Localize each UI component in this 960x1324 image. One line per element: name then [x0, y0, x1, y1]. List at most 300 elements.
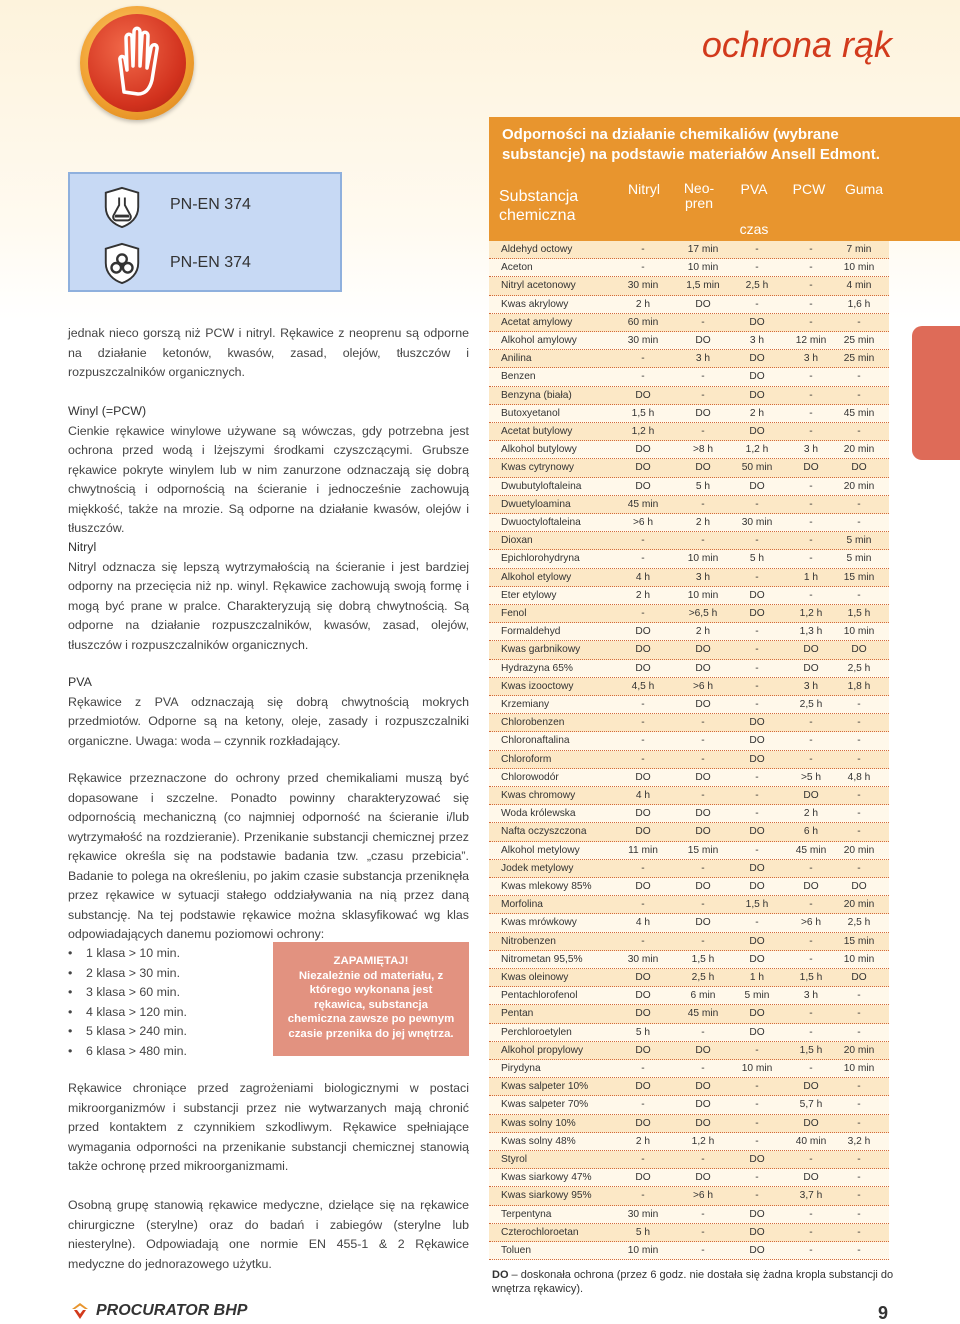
table-cell: - — [857, 1245, 861, 1256]
table-cell: - — [857, 1226, 861, 1238]
table-cell: DO — [749, 1008, 765, 1020]
table-cell: - — [857, 717, 861, 729]
chemical-classes-section — [68, 769, 469, 945]
substance-name: Kwas solny 10% — [501, 1117, 576, 1129]
substance-name: Alkohol etylowy — [501, 571, 572, 583]
table-cell: 4,8 h — [847, 771, 871, 783]
table-cell: - — [755, 1135, 759, 1147]
table-cell: - — [809, 953, 813, 965]
table-row — [489, 696, 889, 714]
table-cell: - — [755, 244, 759, 255]
table-cell: DO — [749, 862, 765, 874]
table-cell: >6 h — [692, 680, 714, 692]
table-cell: - — [755, 298, 759, 310]
table-cell: 30 min — [741, 517, 773, 528]
intro-text: jednak nieco gorszą niż PCW i nitryl. Rękawice z neoprenu są odporne na działanie ketonów, kwasów, zasad, olejów, tłuszczów i rozpuszczalników organicznych. — [68, 326, 469, 379]
substance-name: Terpentyna — [501, 1208, 552, 1220]
nitryl-text: Nitryl odznacza się lepszą wytrzymałością na ścieranie i jest bardziej odporny na przecięcia niż np. winyl. Rękawice zachowują swoją formę i mogą być prane w pralce. Charakteryzują się dobrą chwytnością. Są odporne na działanie rozpuszczalników, kwasów, zasad, olejów, tłuszczów i rozpuszczalników organicznych. — [68, 559, 469, 652]
table-cell: - — [857, 826, 861, 838]
page-title: ochrona rąk — [701, 24, 892, 65]
substance-name: Kwas akrylowy — [501, 298, 569, 310]
substance-name: Pentan — [501, 1008, 534, 1020]
list-item: • 5 klasa > 240 min. — [68, 1022, 187, 1042]
table-cell: - — [641, 717, 645, 729]
table-row — [489, 496, 889, 514]
table-cell: DO — [695, 335, 711, 346]
table-cell: 20 min — [843, 1044, 875, 1056]
table-cell: - — [701, 717, 705, 729]
table-cell: 2 h — [695, 626, 711, 638]
table-row — [489, 478, 889, 496]
table-cell: 4 h — [635, 790, 651, 801]
table-row — [489, 605, 889, 623]
table-cell: - — [809, 480, 813, 492]
protection-classes-list — [68, 944, 187, 1061]
table-cell: - — [755, 498, 759, 510]
table-cell: 20 min — [843, 444, 875, 456]
table-cell: DO — [749, 1245, 765, 1256]
table-cell: >6 h — [632, 517, 654, 528]
substance-name: Kwas siarkowy 95% — [501, 1190, 592, 1202]
table-row — [489, 860, 889, 878]
table-cell: - — [857, 389, 861, 401]
table-row — [489, 296, 889, 314]
table-cell: - — [701, 371, 705, 383]
table-cell: DO — [695, 808, 711, 820]
table-row — [489, 405, 889, 423]
table-cell: - — [857, 1081, 861, 1093]
table-cell: - — [809, 371, 813, 383]
table-cell: - — [809, 389, 813, 401]
substance-name: Dwuoctyloftaleina — [501, 517, 581, 528]
table-cell: 20 min — [843, 844, 875, 856]
table-cell: DO — [851, 881, 867, 892]
table-row — [489, 1151, 889, 1169]
table-cell: - — [755, 644, 759, 656]
table-row — [489, 587, 889, 605]
table-cell: - — [701, 899, 705, 911]
table-cell: 10 min — [687, 553, 719, 565]
table-cell: DO — [803, 1117, 819, 1129]
table-cell: - — [809, 426, 813, 437]
table-cell: - — [809, 1226, 813, 1238]
table-cell: - — [809, 316, 813, 328]
table-cell: DO — [749, 480, 765, 492]
table-cell: 45 min — [687, 1008, 719, 1020]
substance-name: Chloroform — [501, 753, 552, 765]
table-cell: DO — [635, 626, 651, 638]
table-cell: - — [641, 735, 645, 747]
table-cell: 1,5 min — [686, 280, 720, 292]
table-cell: DO — [635, 1081, 651, 1093]
table-row — [489, 1060, 889, 1078]
table-cell: DO — [635, 826, 651, 838]
substance-name: Kwas izooctowy — [501, 680, 574, 692]
table-cell: 45 min — [627, 498, 659, 510]
table-cell: - — [755, 808, 759, 820]
table-cell: - — [857, 790, 861, 801]
table-cell: - — [755, 771, 759, 783]
table-cell: - — [809, 517, 813, 528]
col-nitryl-header: Nitryl — [628, 181, 660, 197]
table-cell: 3 h — [803, 680, 819, 692]
table-cell: DO — [635, 1044, 651, 1056]
table-cell: 5 min — [744, 990, 770, 1002]
table-row — [489, 878, 889, 896]
standard-row-chemical — [70, 178, 344, 236]
table-cell: - — [701, 862, 705, 874]
substance-name: Formaldehyd — [501, 626, 561, 638]
table-cell: - — [641, 553, 645, 565]
list-item: • 2 klasa > 30 min. — [68, 964, 187, 984]
table-cell: DO — [635, 972, 651, 983]
table-cell: - — [755, 1117, 759, 1129]
table-cell: 2 h — [749, 407, 765, 419]
table-row — [489, 660, 889, 678]
table-cell: - — [641, 899, 645, 911]
table-cell: DO — [635, 1117, 651, 1129]
substance-name: Krzemiany — [501, 699, 550, 710]
substance-name: Dwuetyloamina — [501, 498, 571, 510]
table-cell: 60 min — [627, 316, 659, 328]
table-cell: DO — [749, 608, 765, 619]
table-cell: 5 min — [846, 535, 872, 547]
table-cell: 1,8 h — [847, 680, 871, 692]
table-row — [489, 678, 889, 696]
substance-name: Kwas siarkowy 47% — [501, 1172, 592, 1184]
table-cell: DO — [635, 1008, 651, 1020]
table-row — [489, 569, 889, 587]
table-cell: 4,5 h — [631, 680, 655, 692]
table-cell: 7 min — [846, 244, 872, 255]
substance-name: Kwas cytrynowy — [501, 462, 575, 474]
table-cell: 3,7 h — [799, 1190, 823, 1202]
remember-title: ZAPAMIĘTAJ! — [333, 955, 409, 967]
pva-heading: PVA — [68, 675, 92, 689]
table-cell: 3 h — [803, 444, 819, 456]
substance-name: Acetat amylowy — [501, 316, 573, 328]
table-cell: - — [755, 662, 759, 674]
table-cell: - — [857, 1190, 861, 1202]
table-cell: - — [809, 1063, 813, 1074]
page-number: 9 — [878, 1303, 889, 1323]
hand-protection-logo — [80, 6, 194, 120]
table-cell: - — [857, 1099, 861, 1111]
chemical-classes-text: Rękawice przeznaczone do ochrony przed chemikaliami muszą być dopasowane i szczelne. Ponadto powinny charakteryzować się odpornością mechaniczną (co najmniej odporność na ścieranie i/lub wytrzymałość na rozdzieranie). Przenikanie substancji chemicznej przez rękawice określa się na podstawie badania tzw. „czasu przebicia”. Badanie to polega na określeniu, po jakim czasie substancja przeniknęła przez rękawice w sytuacji stałego oddziaływania na nią przez daną substancję. Na tej podstawie rękawice można sklasyfikować wg klas odpowiadających danemu poziomowi ochrony: — [68, 771, 469, 941]
substance-name: Benzyna (biała) — [501, 389, 572, 401]
table-cell: 2 h — [803, 808, 819, 820]
table-cell: - — [857, 589, 861, 601]
table-row — [489, 1187, 889, 1205]
table-cell: - — [755, 535, 759, 547]
table-cell: 10 min — [843, 262, 875, 274]
table-cell: 2,5 h — [799, 699, 823, 710]
medical-section — [68, 1196, 469, 1274]
table-cell: - — [701, 1245, 705, 1256]
table-cell: 15 min — [687, 844, 719, 856]
table-cell: - — [755, 626, 759, 638]
table-row — [489, 387, 889, 405]
table-cell: - — [857, 498, 861, 510]
medical-text: Osobną grupę stanowią rękawice medyczne, dzielące się na rękawice chirurgiczne (sterylne) oraz do badań i zabiegów (sterylne lub niesterylne). Odpowiadają one normie EN 455-1 & 2 Rękawice medyczne do jednorazowego użytku. — [68, 1198, 469, 1271]
table-cell: 1,3 h — [799, 626, 823, 638]
table-cell: - — [701, 790, 705, 801]
table-row — [489, 277, 889, 295]
table-cell: DO — [695, 407, 711, 419]
table-cell: 15 min — [843, 571, 875, 583]
table-row — [489, 714, 889, 732]
table-cell: DO — [749, 953, 765, 965]
table-cell: DO — [851, 972, 867, 983]
vinyl-heading: Winyl (=PCW) — [68, 404, 147, 418]
table-cell: 1,2 h — [745, 444, 769, 456]
table-cell: DO — [803, 462, 819, 474]
table-row — [489, 350, 889, 368]
table-cell: - — [641, 1154, 645, 1165]
table-cell: DO — [803, 1172, 819, 1184]
table-row — [489, 787, 889, 805]
table-cell: DO — [695, 644, 711, 656]
substance-name: Kwas chromowy — [501, 790, 576, 801]
table-title: Odporności na działanie chemikaliów (wybrane substancje) na podstawie materiałów Ansell Edmont. — [502, 126, 880, 163]
table-cell: - — [809, 280, 813, 292]
table-cell: DO — [749, 1154, 765, 1165]
table-cell: 20 min — [843, 480, 875, 492]
vinyl-text: Cienkie rękawice winylowe używane są wówczas, gdy potrzebna jest ochrona przed wodą i lżejszymi środkami czyszczącymi. Grubsze rękawice pokryte winylem lub w nim zanurzone odznaczają się dobrą chwytnością i odpornością na ścieranie i jednocześnie zachowują miękkość, także na mrozie. Są odporne na działanie kwasów, olejów i tłuszczów. — [68, 423, 469, 535]
substance-name: Alkohol butylowy — [501, 444, 577, 456]
table-cell: 11 min — [628, 844, 658, 856]
table-cell: DO — [635, 644, 651, 656]
table-cell: - — [857, 1172, 861, 1184]
table-cell: 2,5 h — [745, 280, 769, 292]
table-cell: - — [641, 353, 645, 365]
table-cell: - — [857, 1208, 861, 1220]
nitryl-section — [68, 538, 469, 655]
table-cell: - — [641, 1190, 645, 1202]
table-cell: DO — [803, 790, 819, 801]
substance-name: Kwas mrówkowy — [501, 917, 577, 929]
table-row — [489, 623, 889, 641]
hand-icon — [88, 14, 186, 112]
table-cell: 1 h — [749, 972, 765, 983]
table-row — [489, 1024, 889, 1042]
table-cell: - — [809, 899, 813, 911]
table-row — [489, 1133, 889, 1151]
table-cell: - — [809, 1154, 813, 1165]
table-cell: 5 h — [749, 553, 765, 565]
table-cell: 1,2 h — [631, 426, 655, 437]
table-cell: DO — [803, 662, 819, 674]
table-cell: - — [701, 753, 705, 765]
table-cell: 3 h — [695, 353, 711, 365]
substance-name: Pirydyna — [501, 1063, 541, 1074]
substance-name: Chloronaftalina — [501, 735, 570, 747]
table-row — [489, 751, 889, 769]
table-cell: - — [809, 262, 813, 274]
substance-name: Toluen — [501, 1245, 532, 1256]
table-cell: 2,5 h — [847, 662, 871, 674]
remember-box — [273, 942, 469, 1056]
table-row — [489, 332, 889, 350]
substance-name: Kwas garbnikowy — [501, 644, 581, 656]
pva-text: Rękawice z PVA odznaczają się dobrą chwytnością mokrych przedmiotów. Odporne są na ketony, oleje, zasady i rozpuszczalniki organiczne. Uwaga: woda – czynnik rozkładający. — [68, 694, 469, 748]
table-cell: 2 h — [635, 589, 651, 601]
table-cell: - — [641, 535, 645, 547]
table-row — [489, 241, 889, 259]
table-cell: - — [755, 571, 759, 583]
substance-name: Kwas salpeter 10% — [501, 1081, 589, 1093]
substance-name: Aldehyd octowy — [501, 244, 573, 255]
table-cell: - — [809, 244, 813, 255]
substance-name: Acetat butylowy — [501, 426, 573, 437]
table-row — [489, 1242, 889, 1260]
table-cell: DO — [695, 771, 711, 783]
table-row — [489, 769, 889, 787]
table-cell: 5 min — [846, 553, 872, 565]
table-cell: - — [641, 371, 645, 383]
table-cell: - — [641, 608, 645, 619]
table-row — [489, 805, 889, 823]
table-row — [489, 987, 889, 1005]
table-cell: - — [809, 589, 813, 601]
nitryl-heading: Nitryl — [68, 540, 97, 554]
table-cell: DO — [695, 1099, 711, 1111]
substance-name: Nitrobenzen — [501, 935, 556, 947]
substance-name: Fenol — [501, 608, 527, 619]
vinyl-section — [68, 402, 469, 539]
table-cell: - — [809, 862, 813, 874]
table-row — [489, 1169, 889, 1187]
table-cell: 2 h — [635, 298, 651, 310]
table-cell: 3,2 h — [847, 1135, 871, 1147]
table-cell: DO — [635, 990, 651, 1002]
substance-name: Dioxan — [501, 535, 533, 547]
table-row — [489, 259, 889, 277]
table-cell: - — [701, 426, 705, 437]
table-cell: DO — [695, 298, 711, 310]
substance-name: Czterochloroetan — [501, 1226, 579, 1238]
standards-box — [68, 172, 342, 292]
table-cell: 1,5 h — [691, 953, 715, 965]
table-row — [489, 514, 889, 532]
table-cell: 2 h — [695, 517, 711, 528]
table-cell: - — [857, 517, 861, 528]
table-cell: 50 min — [741, 462, 773, 474]
table-cell: - — [809, 298, 813, 310]
table-cell: 1,2 h — [691, 1135, 715, 1147]
table-cell: 1 h — [803, 571, 819, 583]
table-cell: - — [809, 717, 813, 729]
table-row — [489, 423, 889, 441]
table-cell: - — [641, 699, 645, 710]
table-cell: 1,5 h — [847, 608, 871, 619]
table-cell: - — [809, 1026, 813, 1038]
col-neopren-header: Neo-pren — [683, 180, 715, 211]
table-cell: DO — [695, 1172, 711, 1184]
table-cell: DO — [749, 426, 765, 437]
table-cell: DO — [851, 462, 867, 474]
col-pcw-header: PCW — [792, 181, 826, 197]
table-cell: 2,5 h — [691, 972, 715, 983]
table-cell: - — [755, 917, 759, 929]
table-cell: 1,5 h — [631, 407, 655, 419]
table-row — [489, 459, 889, 477]
table-cell: 30 min — [627, 335, 659, 346]
table-cell: - — [641, 262, 645, 274]
list-item: • 3 klasa > 60 min. — [68, 983, 187, 1003]
table-legend — [492, 1268, 912, 1296]
table-cell: - — [701, 535, 705, 547]
table-cell: 1,6 h — [847, 298, 871, 310]
table-cell: >6 h — [800, 917, 822, 929]
table-cell: - — [701, 1026, 705, 1038]
table-cell: DO — [749, 826, 765, 838]
table-cell: DO — [635, 662, 651, 674]
standard-label: PN-EN 374 — [170, 196, 251, 213]
table-cell: 10 min — [627, 1245, 659, 1256]
table-cell: 45 min — [795, 844, 827, 856]
table-row — [489, 969, 889, 987]
table-cell: - — [641, 753, 645, 765]
substance-name: Benzen — [501, 371, 536, 383]
table-cell: 1,2 h — [799, 608, 823, 619]
time-label: czas — [739, 221, 769, 237]
table-cell: DO — [695, 699, 711, 710]
table-cell: 1,5 h — [745, 899, 769, 911]
table-row — [489, 1096, 889, 1114]
table-cell: >8 h — [692, 444, 714, 456]
list-item: • 1 klasa > 10 min. — [68, 944, 187, 964]
substance-name: Nitryl acetonowy — [501, 280, 576, 292]
table-cell: - — [857, 753, 861, 765]
substance-name: Woda królewska — [501, 808, 576, 820]
table-cell: DO — [695, 826, 711, 838]
table-cell: DO — [635, 881, 651, 892]
table-cell: 5 h — [695, 480, 711, 492]
table-cell: 4 h — [635, 917, 651, 929]
table-cell: - — [701, 498, 705, 510]
substance-name: Morfolina — [501, 899, 543, 911]
table-cell: 5 h — [635, 1226, 651, 1238]
table-cell: DO — [695, 662, 711, 674]
table-cell: DO — [749, 735, 765, 747]
substance-name: Dwubutyloftaleina — [501, 480, 582, 492]
table-cell: DO — [635, 771, 651, 783]
table-cell: - — [701, 1063, 705, 1074]
table-cell: 30 min — [627, 953, 659, 965]
table-row — [489, 896, 889, 914]
col-substance-header: Substancja chemiczna — [499, 188, 579, 224]
table-cell: - — [857, 371, 861, 383]
table-cell: 6 min — [690, 990, 716, 1002]
table-cell: - — [755, 1044, 759, 1056]
table-cell: - — [755, 1099, 759, 1111]
table-row — [489, 441, 889, 459]
substance-name: Kwas solny 48% — [501, 1135, 576, 1147]
table-cell: DO — [851, 644, 867, 656]
table-cell: DO — [803, 1081, 819, 1093]
table-cell: - — [641, 935, 645, 947]
table-cell: DO — [749, 1226, 765, 1238]
table-cell: 20 min — [843, 899, 875, 911]
table-cell: 4 h — [635, 571, 651, 583]
table-cell: 2 h — [635, 1135, 651, 1147]
substance-name: Butoxyetanol — [501, 407, 560, 419]
substance-name: Alkohol amylowy — [501, 335, 577, 346]
table-cell: - — [809, 753, 813, 765]
table-cell: 10 min — [843, 626, 875, 638]
table-cell: 25 min — [843, 335, 875, 346]
